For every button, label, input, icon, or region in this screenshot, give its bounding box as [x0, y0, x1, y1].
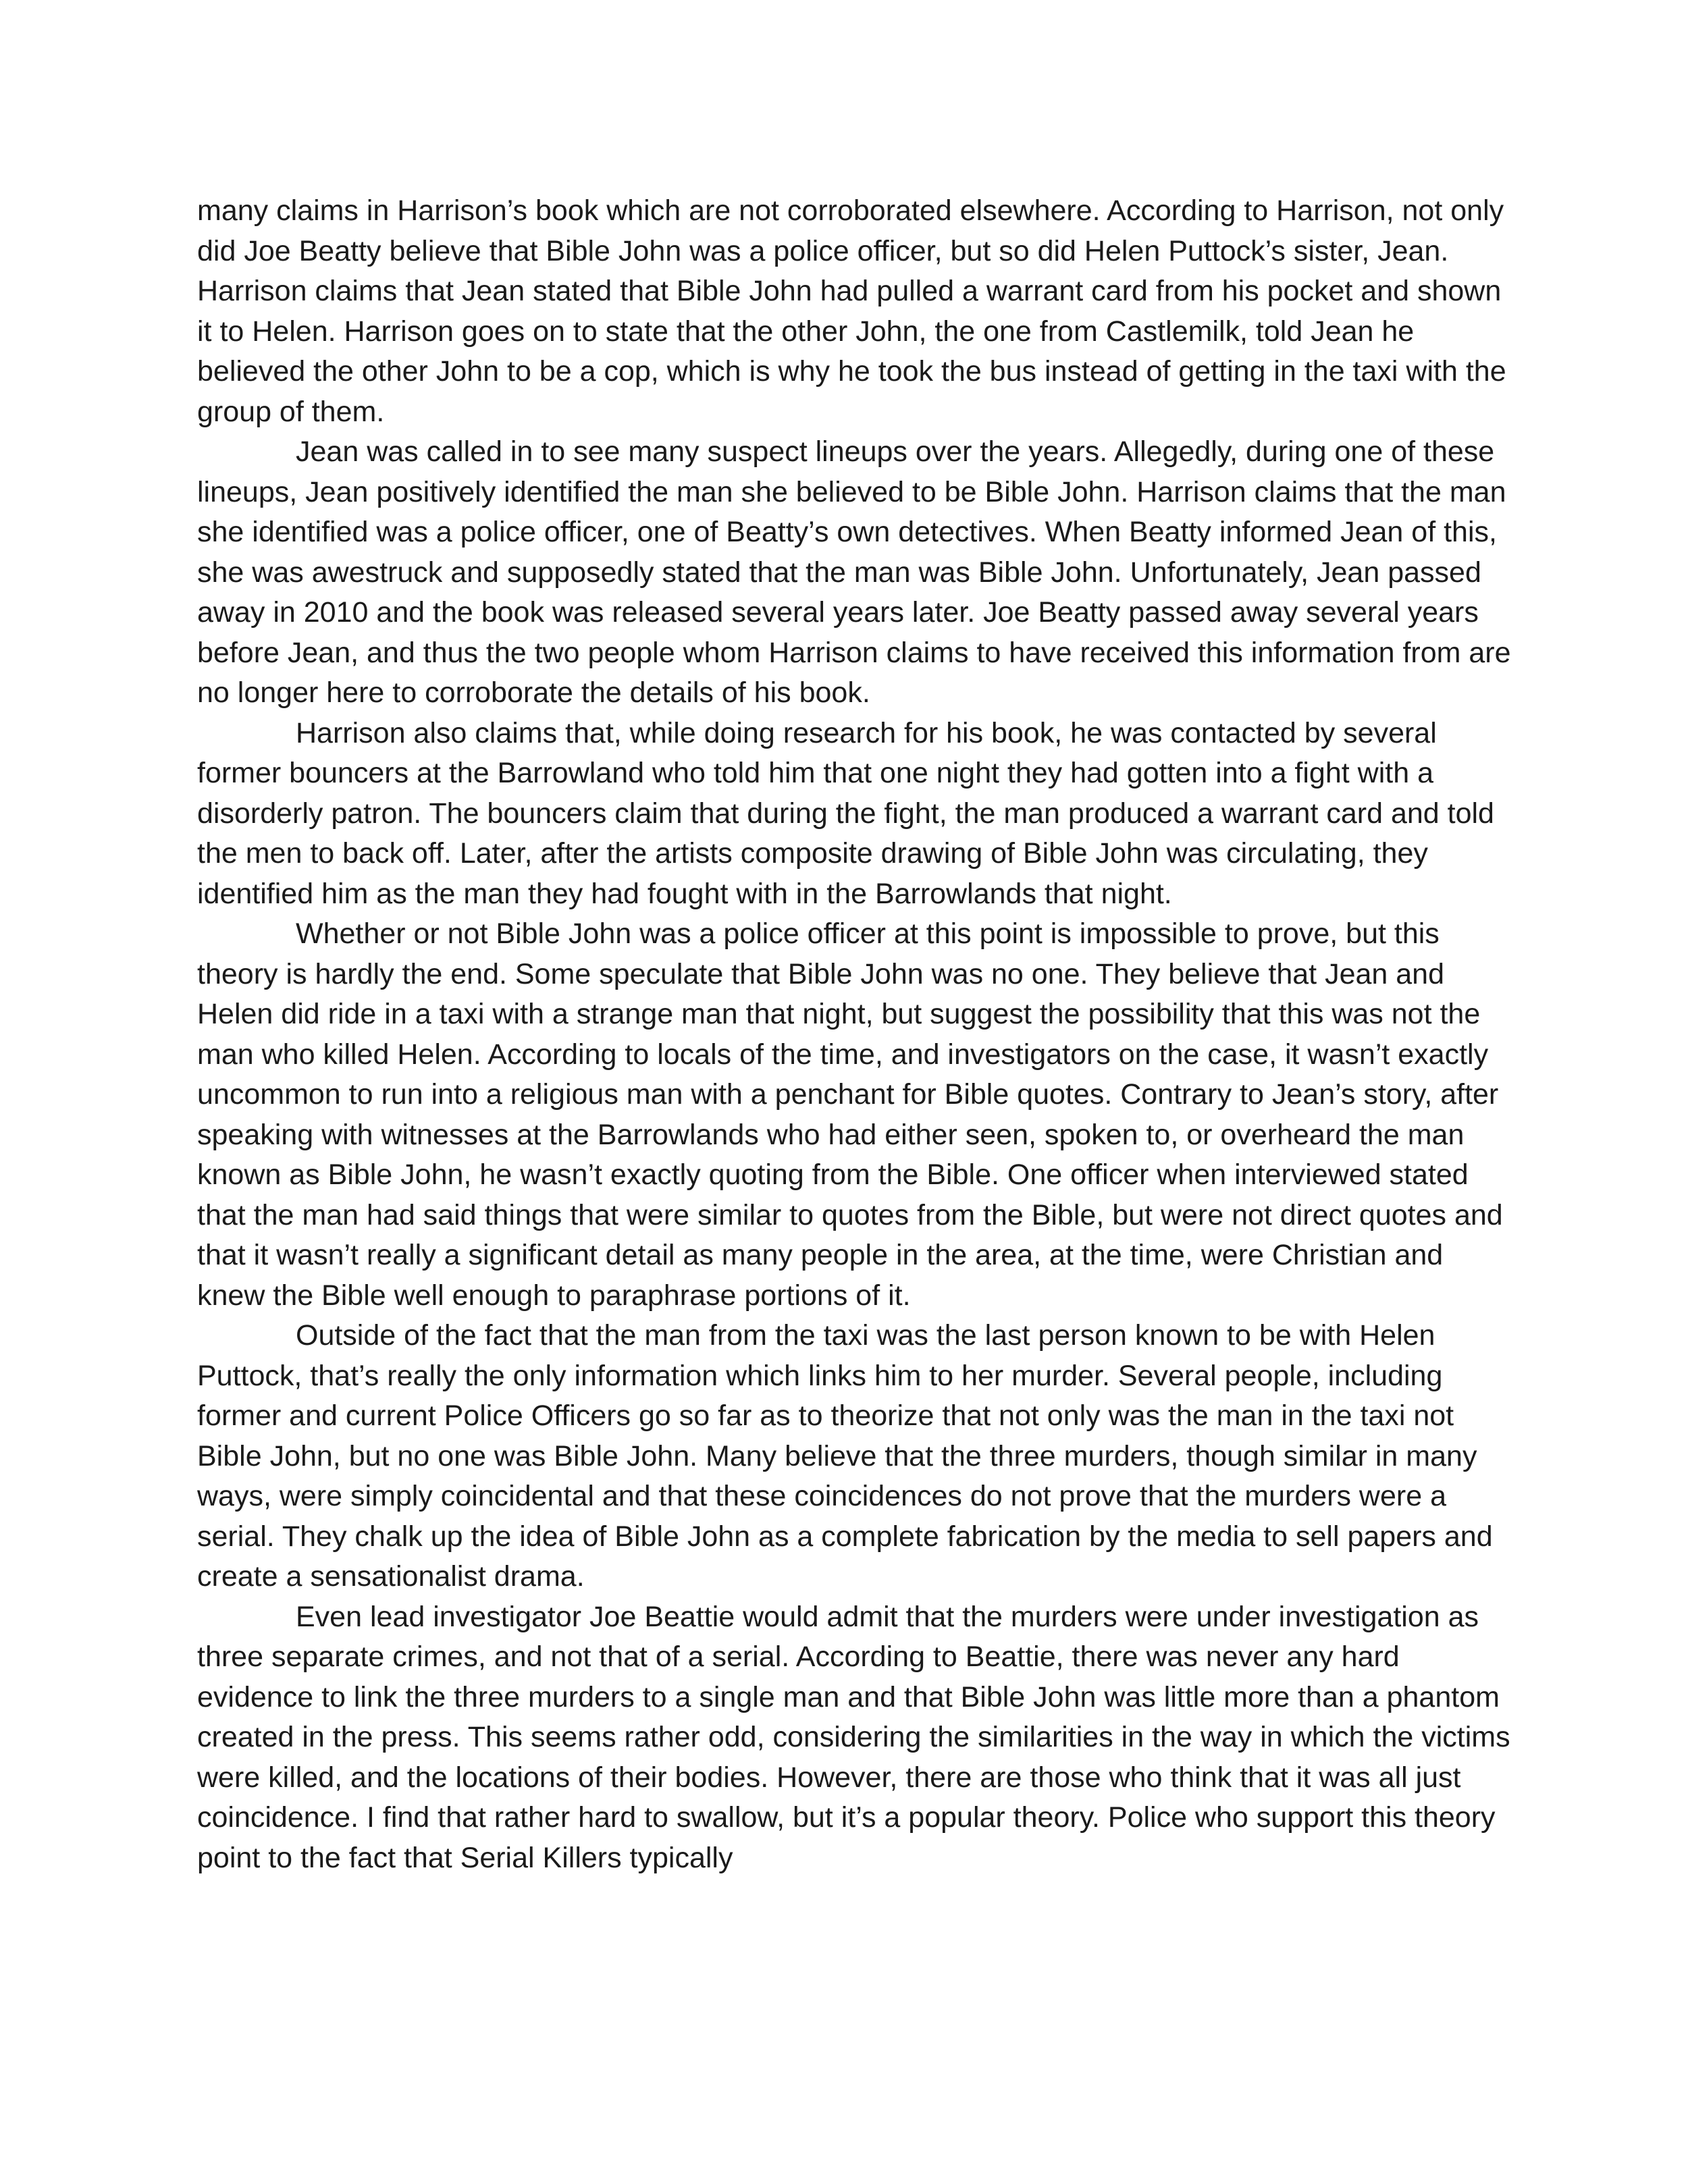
paragraph-4: Whether or not Bible John was a police officer at this point is impossible to prove, but this theory is hardly the end. Some speculate that Bible John was no one. They believe that Jean and Helen did ride in a taxi with a strange man that night, but suggest the possibility that this was not the man who killed Helen. According to locals of the time, and investigators on the case, it wasn’t exactly uncommon to run into a religious man with a penchant for Bible quotes. Contrary to Jean’s story, after speaking with witnesses at the Barrowlands who had either seen, spoken to, or overheard the man known as Bible John, he wasn’t exactly quoting from the Bible. One officer when interviewed stated that the man had said things that were similar to quotes from the Bible, but were not direct quotes and that it wasn’t really a significant detail as many people in the area, at the time, were Christian and knew the Bible well enough to paraphrase portions of it.	[197, 917, 1503, 1312]
paragraph-1: many claims in Harrison’s book which are not corroborated elsewhere. According to Harrison, not only did Joe Beatty believe that Bible John was a police officer, but so did Helen Puttock’s sister, Jean. Harrison claims that Jean stated that Bible John had pulled a warrant card from his pocket and shown it to Helen. Harrison goes on to state that the other John, the one from Castlemilk, told Jean he believed the other John to be a cop, which is why he took the bus instead of getting in the taxi with the group of them.	[197, 194, 1506, 428]
paragraph-2: Jean was called in to see many suspect lineups over the years. Allegedly, during one of these lineups, Jean positively identified the man she believed to be Bible John. Harrison claims that the man she identified was a police officer, one of Beatty’s own detectives. When Beatty informed Jean of this, she was awestruck and supposedly stated that the man was Bible John. Unfortunately, Jean passed away in 2010 and the book was released several years later. Joe Beatty passed away several years before Jean, and thus the two people whom Harrison claims to have received this information from are no longer here to corroborate the details of his book.	[197, 435, 1511, 709]
paragraph-3: Harrison also claims that, while doing research for his book, he was contacted by several former bouncers at the Barrowland who told him that one night they had gotten into a fight with a disorderly patron. The bouncers claim that during the fight, the man produced a warrant card and told the men to back off. Later, after the artists composite drawing of Bible John was circulating, they identified him as the man they had fought with in the Barrowlands that night.	[197, 716, 1494, 910]
paragraph-5: Outside of the fact that the man from the taxi was the last person known to be with Helen Puttock, that’s really the only information which links him to her murder. Several people, including former and current Police Officers go so far as to theorize that not only was the man in the taxi not Bible John, but no one was Bible John. Many believe that the three murders, though similar in many ways, were simply coincidental and that these coincidences do not prove that the murders were a serial. They chalk up the idea of Bible John as a complete fabrication by the media to sell papers and create a sensationalist drama.	[197, 1319, 1493, 1593]
body-text	[197, 191, 1514, 1878]
paragraph-6: Even lead investigator Joe Beattie would admit that the murders were under investigation as three separate crimes, and not that of a serial. According to Beattie, there was never any hard evidence to link the three murders to a single man and that Bible John was little more than a phantom created in the press. This seems rather odd, considering the similarities in the way in which the victims were killed, and the locations of their bodies. However, there are those who think that it was all just coincidence. I find that rather hard to swallow, but it’s a popular theory. Police who support this theory point to the fact that Serial Killers typically	[197, 1600, 1510, 1874]
